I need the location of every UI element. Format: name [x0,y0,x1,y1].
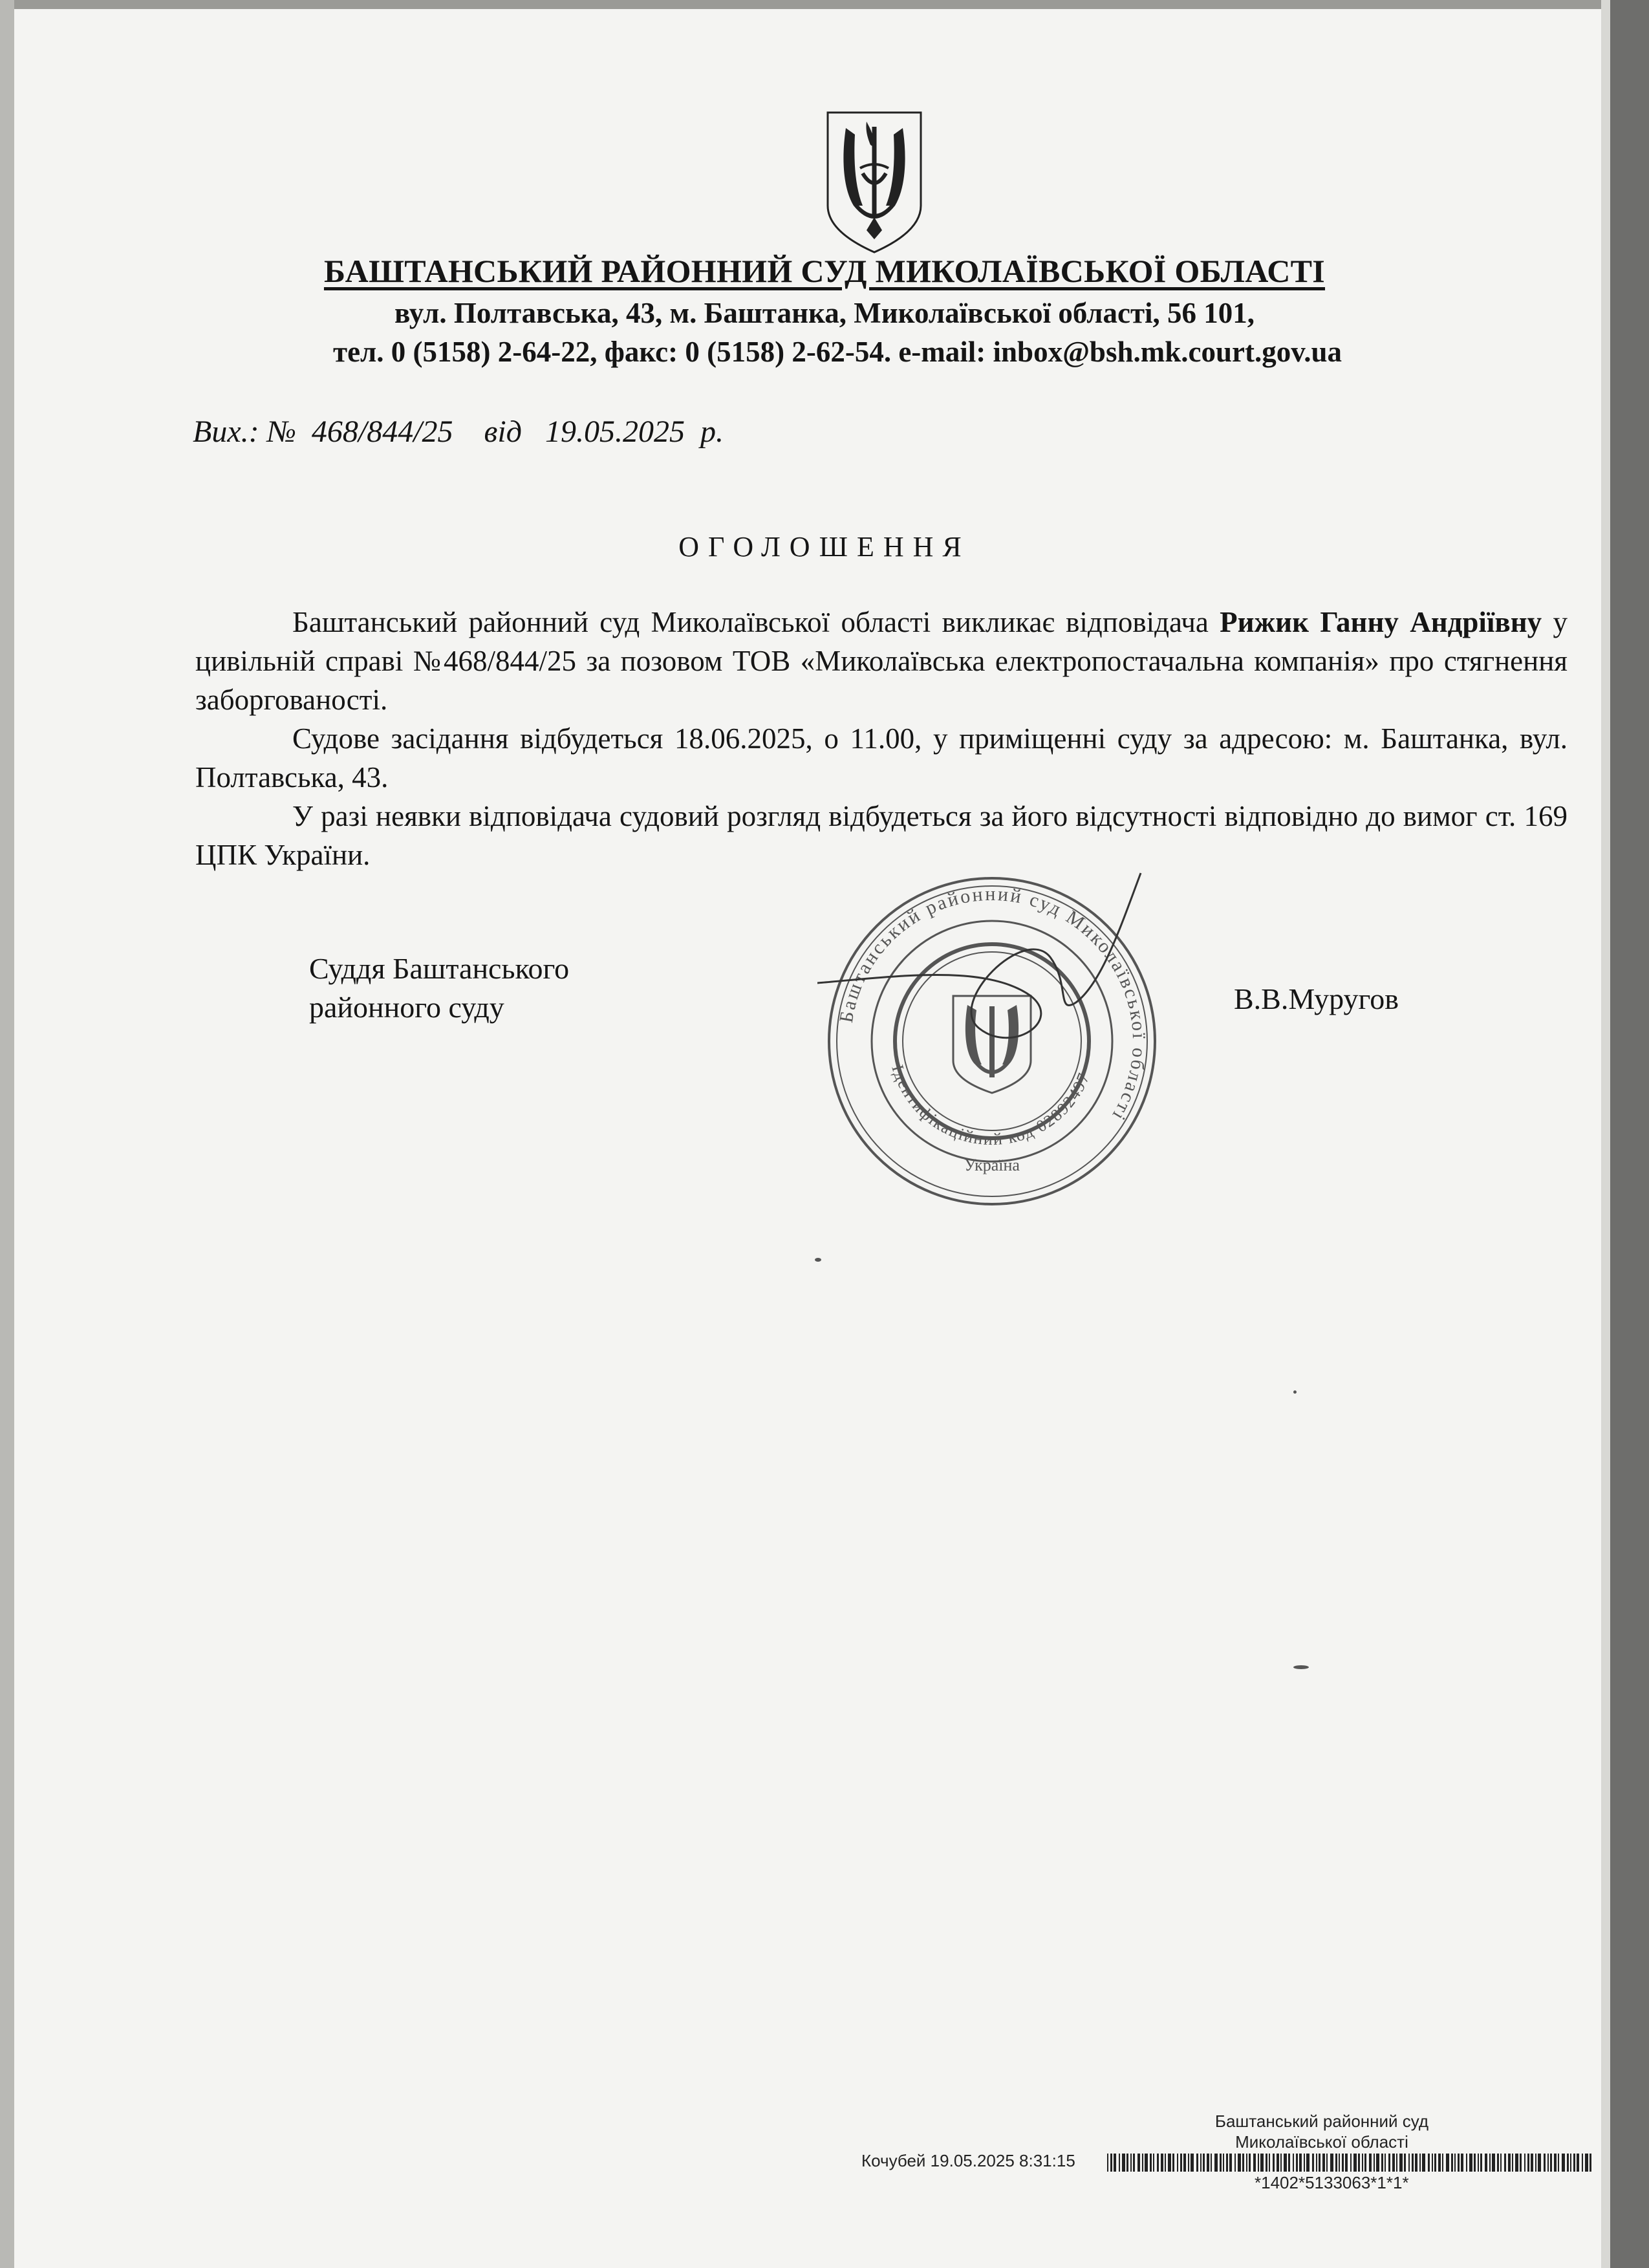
barcode-bar [1515,2154,1518,2172]
barcode-bar [1364,2154,1366,2172]
barcode-bar [1137,2154,1140,2172]
barcode-bar [1157,2154,1159,2172]
barcode-bar [1520,2154,1522,2172]
defendant-name: Рижик Ганну Андріївну [1220,606,1542,638]
barcode-bar [1434,2154,1436,2172]
barcode-bar [1316,2154,1317,2172]
barcode-bar [1458,2154,1460,2172]
barcode-bar [1280,2154,1282,2172]
barcode-bar [1358,2154,1360,2172]
seal-bottom-text: Україна [964,1156,1020,1174]
barcode-bar [1253,2154,1256,2172]
barcode-bar [1260,2154,1264,2172]
scan-edge [0,0,1649,9]
barcode-bar [1145,2154,1148,2172]
barcode-bar [1246,2154,1247,2172]
barcode-bar [1451,2154,1453,2172]
barcode-bar [1150,2154,1152,2172]
barcode-bar [1342,2154,1344,2172]
barcode-bar [1392,2154,1395,2172]
barcode-bar [1396,2154,1397,2172]
document-heading: ОГОЛОШЕННЯ [678,531,971,563]
barcode-bar [1485,2154,1487,2172]
barcode-bar [1376,2154,1379,2172]
court-contacts: тел. 0 (5158) 2-64-22, факс: 0 (5158) 2-62-54. e-mail: inbox@bsh.mk.court.gov.ua [332,336,1342,368]
barcode-bar [1438,2154,1441,2172]
signer-position-line: Суддя Баштанського [309,952,570,985]
barcode-bar [1573,2154,1575,2172]
barcode-bar [1422,2154,1425,2172]
barcode-bar [1319,2154,1320,2172]
barcode-bar [1567,2154,1569,2172]
barcode-bar [1304,2154,1305,2172]
signer-position [309,949,697,1027]
barcode-bar [1249,2154,1251,2172]
barcode-bar [1130,2154,1132,2172]
barcode-bar [1432,2154,1433,2172]
barcode-bar [1480,2154,1482,2172]
barcode-bar [1558,2154,1559,2172]
barcode-bar [1547,2154,1549,2172]
barcode-bar [1508,2154,1511,2172]
barcode-bar [1273,2154,1275,2172]
registration-court-line: Баштанський районний суд [1214,2111,1429,2131]
barcode-bar [1512,2154,1513,2172]
barcode-bar [1362,2154,1363,2172]
barcode-bar [1369,2154,1372,2172]
barcode-bar [1133,2154,1135,2172]
barcode-bar [1165,2154,1166,2172]
signer-position-line: районного суду [309,991,504,1024]
seal-inner-text: Ідентифікаційний код 02892497 [888,1063,1094,1149]
barcode-bar [1585,2154,1588,2172]
scan-edge [1610,0,1649,2268]
barcode-bar [1234,2154,1236,2172]
barcode-bar [1478,2154,1479,2172]
barcode-bar [1489,2154,1491,2172]
barcode-bar [1288,2154,1290,2172]
announcement-body [195,603,1568,874]
barcode-bar [1322,2154,1325,2172]
barcode-bar [1374,2154,1375,2172]
paragraph-summons [195,603,1568,719]
barcode-bar [1570,2154,1571,2172]
barcode-bar [1299,2154,1302,2172]
scan-speck [1293,1665,1309,1669]
barcode-bar [1183,2154,1186,2172]
case-text: у цивільній справі №468/844/25 за позовом ТОВ «Миколаївська електропостачальна компанія» про стягнення заборгованості. [195,606,1568,716]
registration-code: *1402*5133063*1*1* [1255,2173,1409,2192]
barcode-bar [1404,2154,1406,2172]
barcode-bar [1492,2154,1495,2172]
barcode-bar [1220,2154,1222,2172]
barcode-bar [1312,2154,1314,2172]
scan-speck [815,1258,821,1262]
barcode-bar [1214,2154,1218,2172]
barcode-bar [1266,2154,1267,2172]
registration-stamp [861,2111,1592,2214]
barcode-bar [1550,2154,1552,2172]
barcode-bar [1211,2154,1212,2172]
barcode-bar [1466,2154,1467,2172]
barcode-bar [1191,2154,1194,2172]
summons-text: Баштанський районний суд Миколаївської області викликає відповідача [292,606,1220,638]
signer-name: В.В.Муругов [1234,982,1399,1015]
scan-speck [1293,1390,1297,1394]
barcode-bar [1554,2154,1557,2172]
barcode-bar [1531,2154,1533,2172]
seal-outer-text: Баштанський районний суд Миколаївської області [835,883,1150,1126]
barcode-bar [1345,2154,1348,2172]
barcode-bar [1269,2154,1270,2172]
barcode-bar [1153,2154,1154,2172]
barcode-bar [1381,2154,1383,2172]
barcode-bar [1415,2154,1417,2172]
barcode-bar [1114,2154,1116,2172]
outgoing-number: Вих.: № 468/844/25 від 19.05.2025 р. [193,415,724,449]
barcode-bar [1524,2154,1525,2172]
barcode-bar [1412,2154,1414,2172]
trident-emblem-icon [823,109,926,256]
barcode-bar [1168,2154,1171,2172]
barcode-bar [1110,2154,1112,2172]
barcode-bar [1428,2154,1430,2172]
barcode-bar [1544,2154,1546,2172]
barcode-bar [1469,2154,1472,2172]
barcode-bar [1442,2154,1443,2172]
barcode-bar [1172,2154,1174,2172]
barcode-bar [1562,2154,1565,2172]
barcode-bar [1497,2154,1499,2172]
barcode-bar [1577,2154,1579,2172]
registration-court-line: Миколаївської області [1235,2132,1408,2152]
barcode-bar [1293,2154,1294,2172]
barcode-bar [1353,2154,1357,2172]
registration-court [1186,2111,1458,2152]
scan-edge [0,0,14,2268]
barcode-bar [1535,2154,1536,2172]
barcode-bar [1306,2154,1310,2172]
barcode-bar [1119,2154,1120,2172]
seal-trident-icon [953,996,1031,1093]
barcode-bar [1350,2154,1352,2172]
barcode-bar [1461,2154,1463,2172]
barcode-bar [1339,2154,1340,2172]
barcode-bar [1399,2154,1403,2172]
barcode-bar [1196,2154,1198,2172]
barcode-bar [1538,2154,1541,2172]
barcode-bar [1419,2154,1421,2172]
barcode-bar [1446,2154,1449,2172]
paragraph-hearing: Судове засідання відбудеться 18.06.2025, о 11.00, у приміщенні суду за адресою: м. Баштанка, вул. Полтавська, 43. [195,722,1568,794]
barcode-bar [1142,2154,1143,2172]
barcode-bar [1229,2154,1232,2172]
barcode-bar [1504,2154,1506,2172]
barcode-bar [1238,2154,1241,2172]
barcode-bar [1330,2154,1333,2172]
barcode-bar [1326,2154,1328,2172]
paragraph-absence: У разі неявки відповідача судовий розгляд відбудеться за його відсутності відповідно до вимог ст. 169 ЦПК України. [195,800,1568,871]
barcode-bar [1474,2154,1476,2172]
barcode-bar [1180,2154,1182,2172]
registration-timestamp: Кочубей 19.05.2025 8:31:15 [861,2151,1075,2170]
court-seal [817,867,1167,1216]
barcode-bar [1203,2154,1205,2172]
barcode-bar [1277,2154,1279,2172]
barcode-bar [1122,2154,1125,2172]
barcode-bar [1188,2154,1189,2172]
barcode-bar [1590,2154,1591,2172]
barcode-bar [1527,2154,1529,2172]
barcode-bar [1454,2154,1456,2172]
barcode-bar [1296,2154,1298,2172]
barcode-bar [1200,2154,1202,2172]
barcode-bar [1582,2154,1583,2172]
barcode-bar [1177,2154,1178,2172]
court-name: БАШТАНСЬКИЙ РАЙОННИЙ СУД МИКОЛАЇВСЬКОЇ ОБЛАСТІ [323,253,1326,289]
barcode-bar [1258,2154,1259,2172]
barcode-bar [1284,2154,1287,2172]
barcode-bar [1388,2154,1390,2172]
barcode-bar [1408,2154,1410,2172]
barcode-bar [1161,2154,1163,2172]
barcode-bar [1500,2154,1502,2172]
barcode-bar [1226,2154,1228,2172]
barcode-bar [1107,2154,1108,2172]
barcode-bar [1223,2154,1224,2172]
barcode-bar [1207,2154,1209,2172]
barcode-bar [1335,2154,1337,2172]
barcode [1107,2154,1592,2172]
barcode-bar [1126,2154,1128,2172]
court-address: вул. Полтавська, 43, м. Баштанка, Миколаївської області, 56 101, [394,297,1255,329]
barcode-bar [1242,2154,1244,2172]
barcode-bar [1385,2154,1386,2172]
